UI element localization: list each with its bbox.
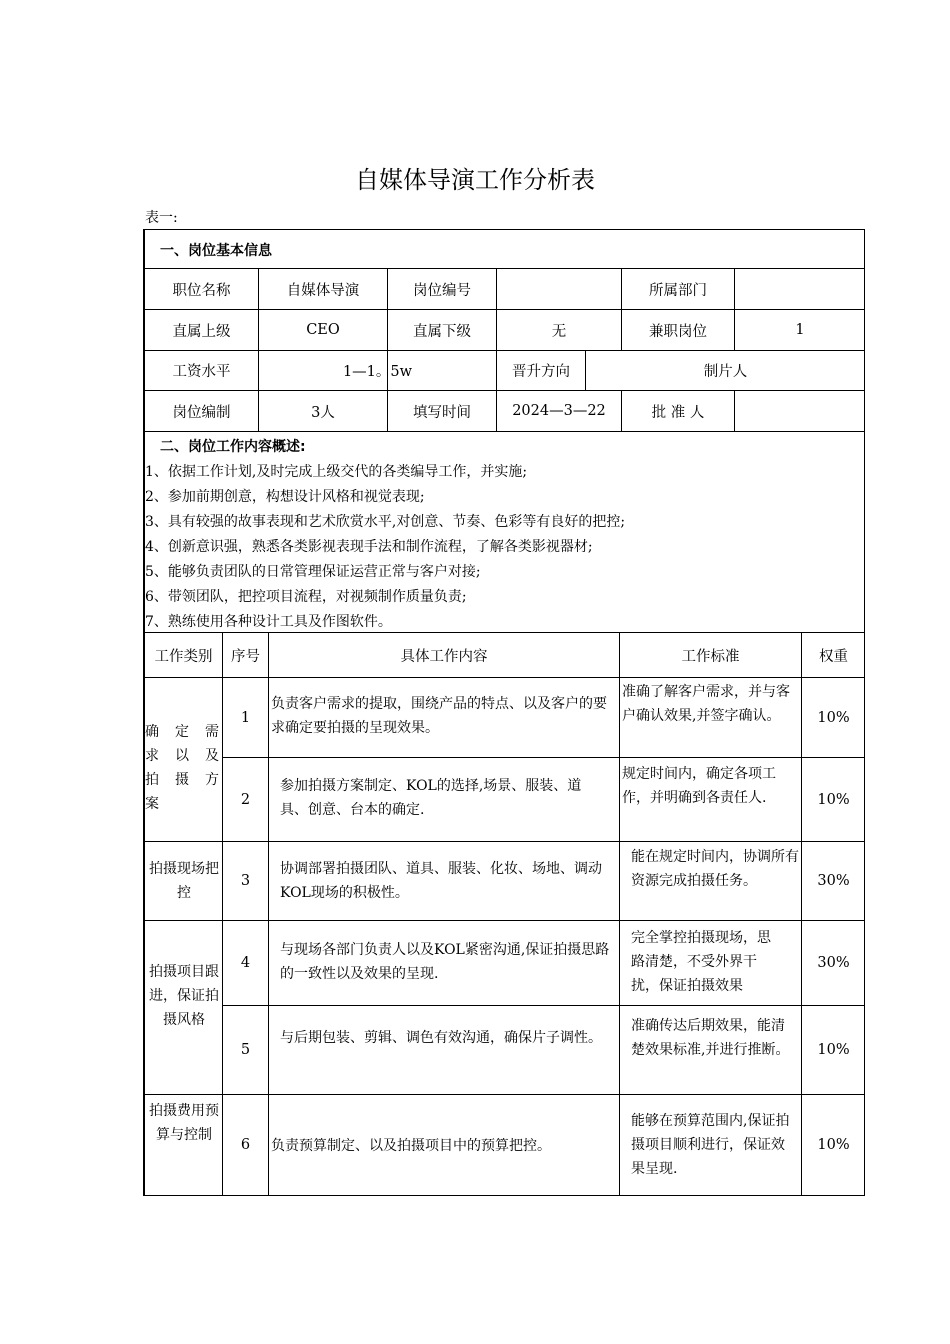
label-position-code: 岗位编号 bbox=[413, 282, 471, 299]
category-cell: 拍摄费用预算与控制 bbox=[149, 1103, 219, 1143]
duty-item: 1、依据工作计划,及时完成上级交代的各类编导工作，并实施; bbox=[145, 464, 528, 480]
duty-item: 2、参加前期创意，构想设计风格和视觉表现; bbox=[145, 489, 425, 505]
value-direct-superior: CEO bbox=[306, 322, 340, 338]
work-standard: 能在规定时间内，协调所有资源完成拍摄任务。 bbox=[631, 849, 799, 889]
header-weight: 权重 bbox=[819, 648, 848, 665]
table-caption: 表一: bbox=[145, 210, 178, 226]
weight-value: 30% bbox=[817, 955, 850, 971]
value-fill-date: 2024—3—22 bbox=[512, 403, 606, 419]
label-salary: 工资水平 bbox=[172, 364, 231, 380]
label-direct-subordinate: 直属下级 bbox=[413, 323, 471, 340]
label-headcount: 岗位编制 bbox=[172, 404, 231, 421]
serial-number: 5 bbox=[240, 1042, 251, 1058]
section2-heading: 二、岗位工作内容概述: bbox=[160, 439, 306, 455]
work-content: 参加拍摄方案制定、KOL的选择,场景、服装、道具、创意、台本的确定. bbox=[280, 778, 582, 818]
category-cell: 拍摄现场把控 bbox=[149, 861, 219, 901]
section1-heading: 一、岗位基本信息 bbox=[160, 243, 272, 259]
duty-item: 7、熟练使用各种设计工具及作图软件。 bbox=[145, 614, 392, 630]
page-title: 自媒体导演工作分析表 bbox=[355, 166, 595, 194]
weight-value: 10% bbox=[817, 1042, 850, 1058]
work-content: 协调部署拍摄团队、道具、服装、化妆、场地、调动KOL现场的积极性。 bbox=[280, 861, 602, 901]
value-department bbox=[735, 269, 865, 309]
work-standard: 准确传达后期效果，能清楚效果标准,并进行推断。 bbox=[631, 1018, 790, 1058]
work-content: 与后期包装、剪辑、调色有效沟通，确保片子调性。 bbox=[280, 1030, 602, 1046]
serial-number: 6 bbox=[240, 1137, 251, 1153]
label-promotion: 晋升方向 bbox=[512, 364, 570, 380]
work-standard: 规定时间内，确定各项工作，并明确到各责任人. bbox=[622, 766, 776, 806]
category-cell: 拍摄项目跟进，保证拍摄风格 bbox=[149, 964, 219, 1028]
work-content: 负责预算制定、以及拍摄项目中的预算把控。 bbox=[271, 1138, 551, 1154]
serial-number: 4 bbox=[240, 955, 251, 971]
value-headcount: 3人 bbox=[311, 404, 335, 421]
label-approver: 批 准 人 bbox=[651, 404, 705, 421]
divider bbox=[222, 757, 865, 758]
work-content: 与现场各部门负责人以及KOL紧密沟通,保证拍摄思路的一致性以及效果的呈现. bbox=[280, 942, 610, 982]
duty-item: 3、具有较强的故事表现和艺术欣赏水平,对创意、节奏、色彩等有良好的把控; bbox=[145, 514, 626, 530]
work-content: 负责客户需求的提取，围绕产品的特点、以及客户的要求确定要拍摄的呈现效果。 bbox=[271, 696, 607, 736]
value-approver bbox=[735, 391, 865, 431]
weight-value: 30% bbox=[817, 873, 850, 889]
duty-item: 6、带领团队，把控项目流程，对视频制作质量负责; bbox=[145, 589, 467, 605]
label-part-time: 兼职岗位 bbox=[649, 323, 707, 340]
serial-number: 3 bbox=[240, 873, 251, 889]
header-work-content: 具体工作内容 bbox=[400, 648, 488, 665]
value-position-name: 自媒体导演 bbox=[286, 282, 360, 299]
weight-value: 10% bbox=[817, 1137, 850, 1153]
duty-item: 5、能够负责团队的日常管理保证运营正常与客户对接; bbox=[145, 564, 481, 580]
header-work-standard: 工作标准 bbox=[681, 648, 740, 665]
label-department: 所属部门 bbox=[649, 282, 707, 299]
work-standard: 能够在预算范围内,保证拍摄项目顺利进行，保证效果呈现. bbox=[631, 1113, 790, 1177]
label-direct-superior: 直属上级 bbox=[172, 323, 231, 340]
divider bbox=[145, 431, 865, 432]
work-standard: 准确了解客户需求，并与客户确认效果,并签字确认。 bbox=[622, 684, 790, 724]
value-direct-subordinate: 无 bbox=[551, 323, 567, 340]
category-cell: 确 定 需 求 以 及 拍 摄 方案 bbox=[145, 724, 222, 812]
value-part-time: 1 bbox=[795, 322, 805, 338]
serial-number: 2 bbox=[240, 791, 251, 808]
weight-value: 10% bbox=[817, 791, 850, 808]
serial-number: 1 bbox=[240, 709, 251, 726]
label-position-name: 职位名称 bbox=[172, 282, 231, 299]
divider bbox=[222, 1005, 865, 1006]
value-salary: 1—1。5w bbox=[342, 364, 413, 380]
weight-value: 10% bbox=[817, 709, 850, 726]
value-position-code bbox=[497, 269, 621, 309]
header-serial-number: 序号 bbox=[231, 648, 260, 665]
label-fill-date: 填写时间 bbox=[413, 404, 471, 421]
value-promotion: 制片人 bbox=[703, 364, 748, 380]
header-work-category: 工作类别 bbox=[154, 648, 213, 665]
duty-item: 4、创新意识强，熟悉各类影视表现手法和制作流程，了解各类影视器材; bbox=[145, 539, 593, 555]
work-standard: 完全掌控拍摄现场，思路清楚，不受外界干扰，保证拍摄效果 bbox=[631, 930, 771, 994]
